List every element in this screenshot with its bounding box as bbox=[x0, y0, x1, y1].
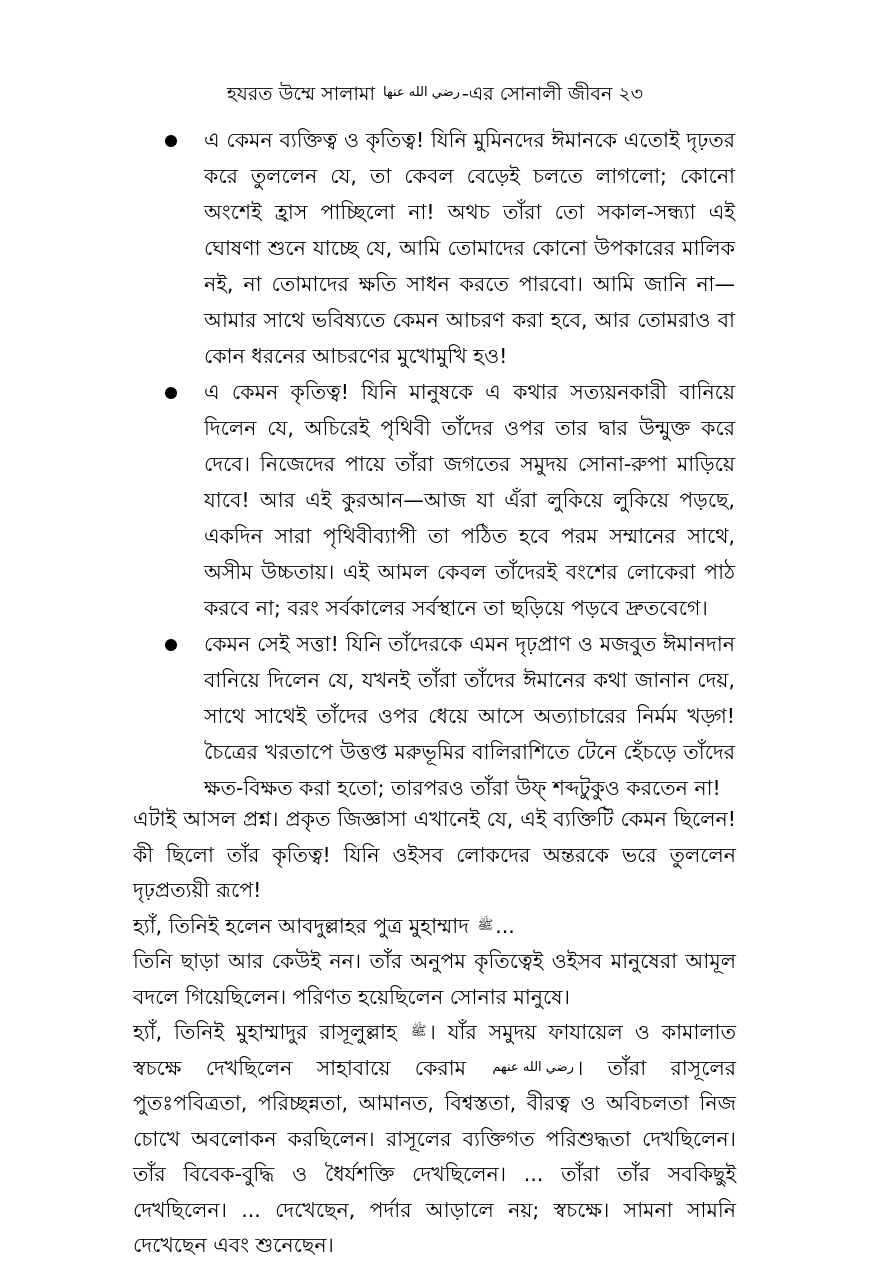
running-head-page-number: -এর সোনালী জীবন ২৩ bbox=[461, 83, 644, 105]
honorific-glyph: رضي الله عنها bbox=[383, 85, 460, 100]
bullet-text: এ কেমন ব্যক্তিত্ব ও কৃতিত্ব! যিনি মুমিনদের ঈমানকে এতোই দৃঢ়তর করে তুললেন যে, তা কেবল বেড়েই চলতে লাগলো; কোনো অংশেই হ্রাস পাচ্ছিলো না! অথচ তাঁরা তো সকাল-সন্ধ্যা এই ঘোষণা শুনে যাচ্ছে যে, আমি তোমাদের কোনো উপকারের মালিক নই, না তোমাদের ক্ষতি সাধন করতে পারবো। আমি জানি না—আমার সাথে ভবিষ্যতে কেমন আচরণ করা হবে, আর তোমরাও বা কোন ধরনের আচরণের মুখোমুখি হও! bbox=[204, 128, 735, 368]
paragraph-text: হ্যাঁ, তিনিই হলেন আবদুল্লাহর পুত্র মুহাম্মাদ bbox=[133, 913, 476, 938]
bullet-list bbox=[135, 122, 735, 806]
paragraph-answer bbox=[133, 909, 736, 945]
paragraph-companions bbox=[133, 1015, 736, 1264]
paragraph-question: এটাই আসল প্রশ্ন। প্রকৃত জিজ্ঞাসা এখানেই যে, এই ব্যক্তিটি কেমন ছিলেন! কী ছিলো তাঁর কৃতিত্ব! যিনি ওইসব লোকদের অন্তরকে ভরে তুললেন দৃঢ়প্রত্যয়ী রূপে! bbox=[133, 807, 736, 902]
bullet-icon bbox=[165, 639, 177, 651]
running-head-title: হযরত উম্মে সালামা bbox=[226, 83, 382, 105]
bullet-icon bbox=[165, 135, 177, 147]
list-item bbox=[135, 374, 735, 626]
honorific-glyph: ﷺ bbox=[410, 1024, 427, 1039]
running-head bbox=[0, 82, 870, 106]
bullet-text: কেমন সেই সত্তা! যিনি তাঁদেরকে এমন দৃঢ়প্রাণ ও মজবুত ঈমানদান বানিয়ে দিলেন যে, যখনই তাঁরা তাঁদের ঈমানের কথা জানান দেয়, সাথে সাথেই তাঁদের ওপর ধেয়ে আসে অত্যাচারের নির্মম খড়্গ! চৈত্রের খরতাপে উত্তপ্ত মরুভূমির বালিরাশিতে টেনে হেঁচড়ে তাঁদের ক্ষত-বিক্ষত করা হতো; তারপরও তাঁরা উফ্ শব্দটুকুও করতেন না! bbox=[204, 632, 735, 800]
paragraph-text: হ্যাঁ, তিনিই মুহাম্মাদুর রাসূলুল্লাহ bbox=[133, 1020, 409, 1044]
paragraph-text: । তাঁরা রাসূলের পুতঃপবিত্রতা, পরিচ্ছন্নতা, আমানত, বিশ্বস্ততা, বীরত্ব ও অবিচলতা নিজ চোখে অবলোকন করছিলেন। রাসূলের ব্যক্তিগত পরিশুদ্ধতা দেখছিলেন। তাঁর বিবেক-বুদ্ধি ও ধৈর্যশক্তি দেখছিলেন। ... তাঁরা তাঁর সবকিছুই দেখছিলেন। ... দেখেছেন, পর্দার আড়ালে নয়; স্বচক্ষে। সামনা সামনি দেখেছেন এবং শুনেছেন। bbox=[133, 1055, 737, 1257]
bullet-text: এ কেমন কৃতিত্ব! যিনি মানুষকে এ কথার সত্যয়নকারী বানিয়ে দিলেন যে, অচিরেই পৃথিবী তাঁদের ওপর তার দ্বার উন্মুক্ত করে দেবে। নিজেদের পায়ে তাঁরা জগতের সমুদয় সোনা-রুপা মাড়িয়ে যাবে! আর এই কুরআন—আজ যা এঁরা লুকিয়ে লুকিয়ে পড়ছে, একদিন সারা পৃথিবীব্যাপী তা পঠিত হবে পরম সম্মানের সাথে, অসীম উচ্চতায়। এই আমল কেবল তাঁদেরই বংশের লোকেরা পাঠ করবে না; বরং সর্বকালের সর্বস্থানে তা ছড়িয়ে পড়বে দ্রুতবেগে। bbox=[204, 380, 735, 620]
bullet-icon bbox=[165, 387, 177, 399]
honorific-glyph: رضي الله عنهم bbox=[492, 1059, 574, 1075]
paragraph-text: ... bbox=[495, 913, 515, 938]
list-item bbox=[135, 122, 735, 374]
list-item bbox=[135, 626, 735, 806]
body-text bbox=[133, 802, 736, 1264]
paragraph-text: । যাঁর সমুদয় ফাযায়েল ও কামালাত স্বচক্ষে দেখছিলেন সাহাবায়ে কেরাম bbox=[133, 1020, 736, 1080]
paragraph-transformation: তিনি ছাড়া আর কেউই নন। তাঁর অনুপম কৃতিত্বেই ওইসব মানুষেরা আমূল বদলে গিয়েছিলেন। পরিণত হয়েছিলেন সোনার মানুষে। bbox=[133, 949, 736, 1009]
honorific-glyph: ﷺ bbox=[477, 917, 494, 933]
